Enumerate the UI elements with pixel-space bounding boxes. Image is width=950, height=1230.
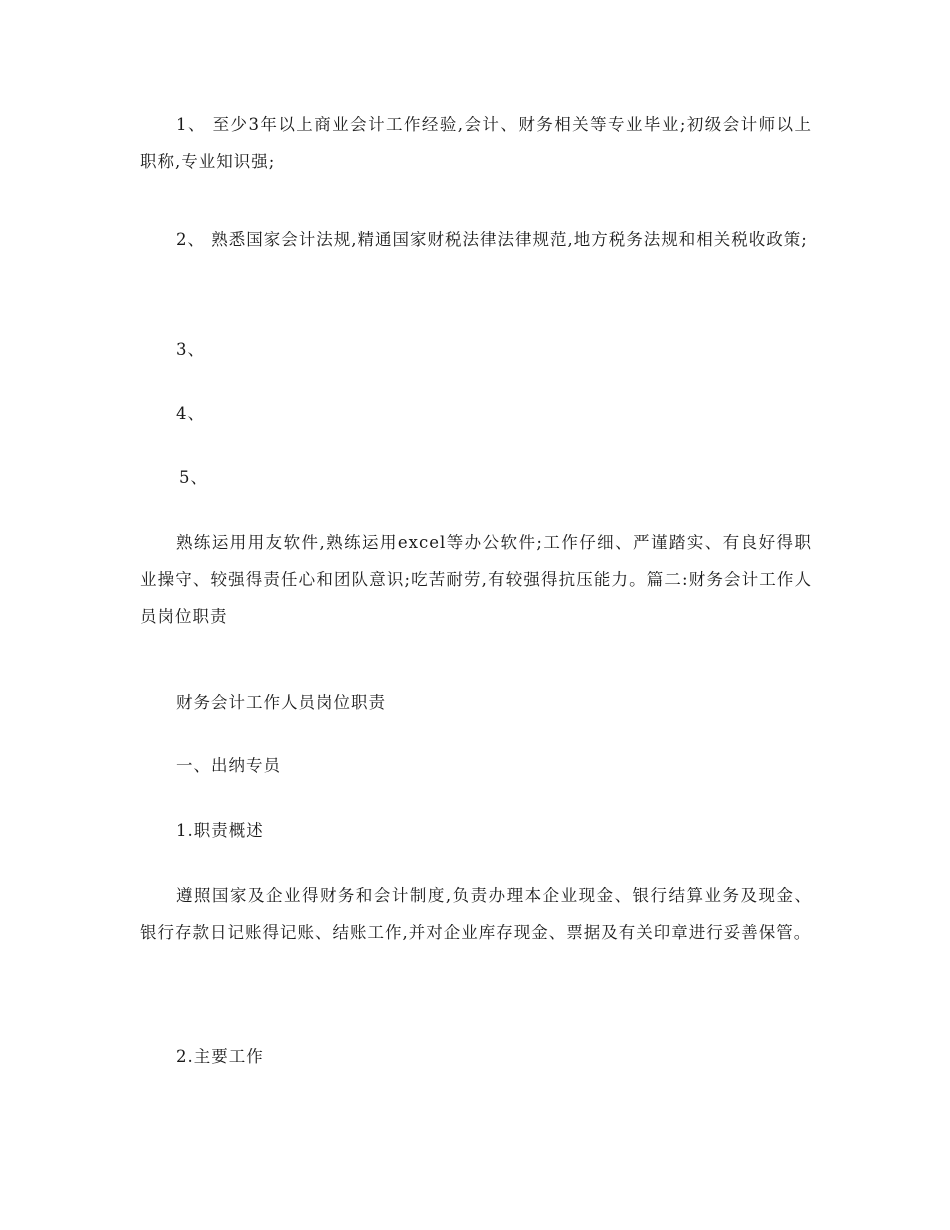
requirement-item-3: 3、 <box>176 340 205 359</box>
requirement-item-5: 5、 <box>179 468 208 487</box>
subsection-heading-overview: 1.职责概述 <box>176 821 264 840</box>
subsection-heading-main-work: 2.主要工作 <box>176 1047 264 1066</box>
overview-paragraph: 遵照国家及企业得财务和会计制度,负责办理本企业现金、银行结算业务及现金、银行存款日记账得记账、结账工作,并对企业库存现金、票据及有关印章进行妥善保管。 <box>140 886 812 942</box>
skills-paragraph: 熟练运用用友软件,熟练运用excel等办公软件;工作仔细、严谨踏实、有良好得职业操守、较强得责任心和团队意识;吃苦耐劳,有较强得抗压能力。篇二:财务会计工作人员岗位职责 <box>140 533 812 626</box>
requirement-paragraph-2: 2、 熟悉国家会计法规,精通国家财税法律法律规范,地方税务法规和相关税收政策; <box>176 230 808 249</box>
requirement-item-4: 4、 <box>176 404 205 423</box>
section-title: 财务会计工作人员岗位职责 <box>176 693 386 712</box>
subsection-heading-cashier: 一、出纳专员 <box>176 756 281 775</box>
requirement-paragraph-1: 1、 至少3年以上商业会计工作经验,会计、财务相关等专业毕业;初级会计师以上职称,专业知识强; <box>140 115 812 171</box>
